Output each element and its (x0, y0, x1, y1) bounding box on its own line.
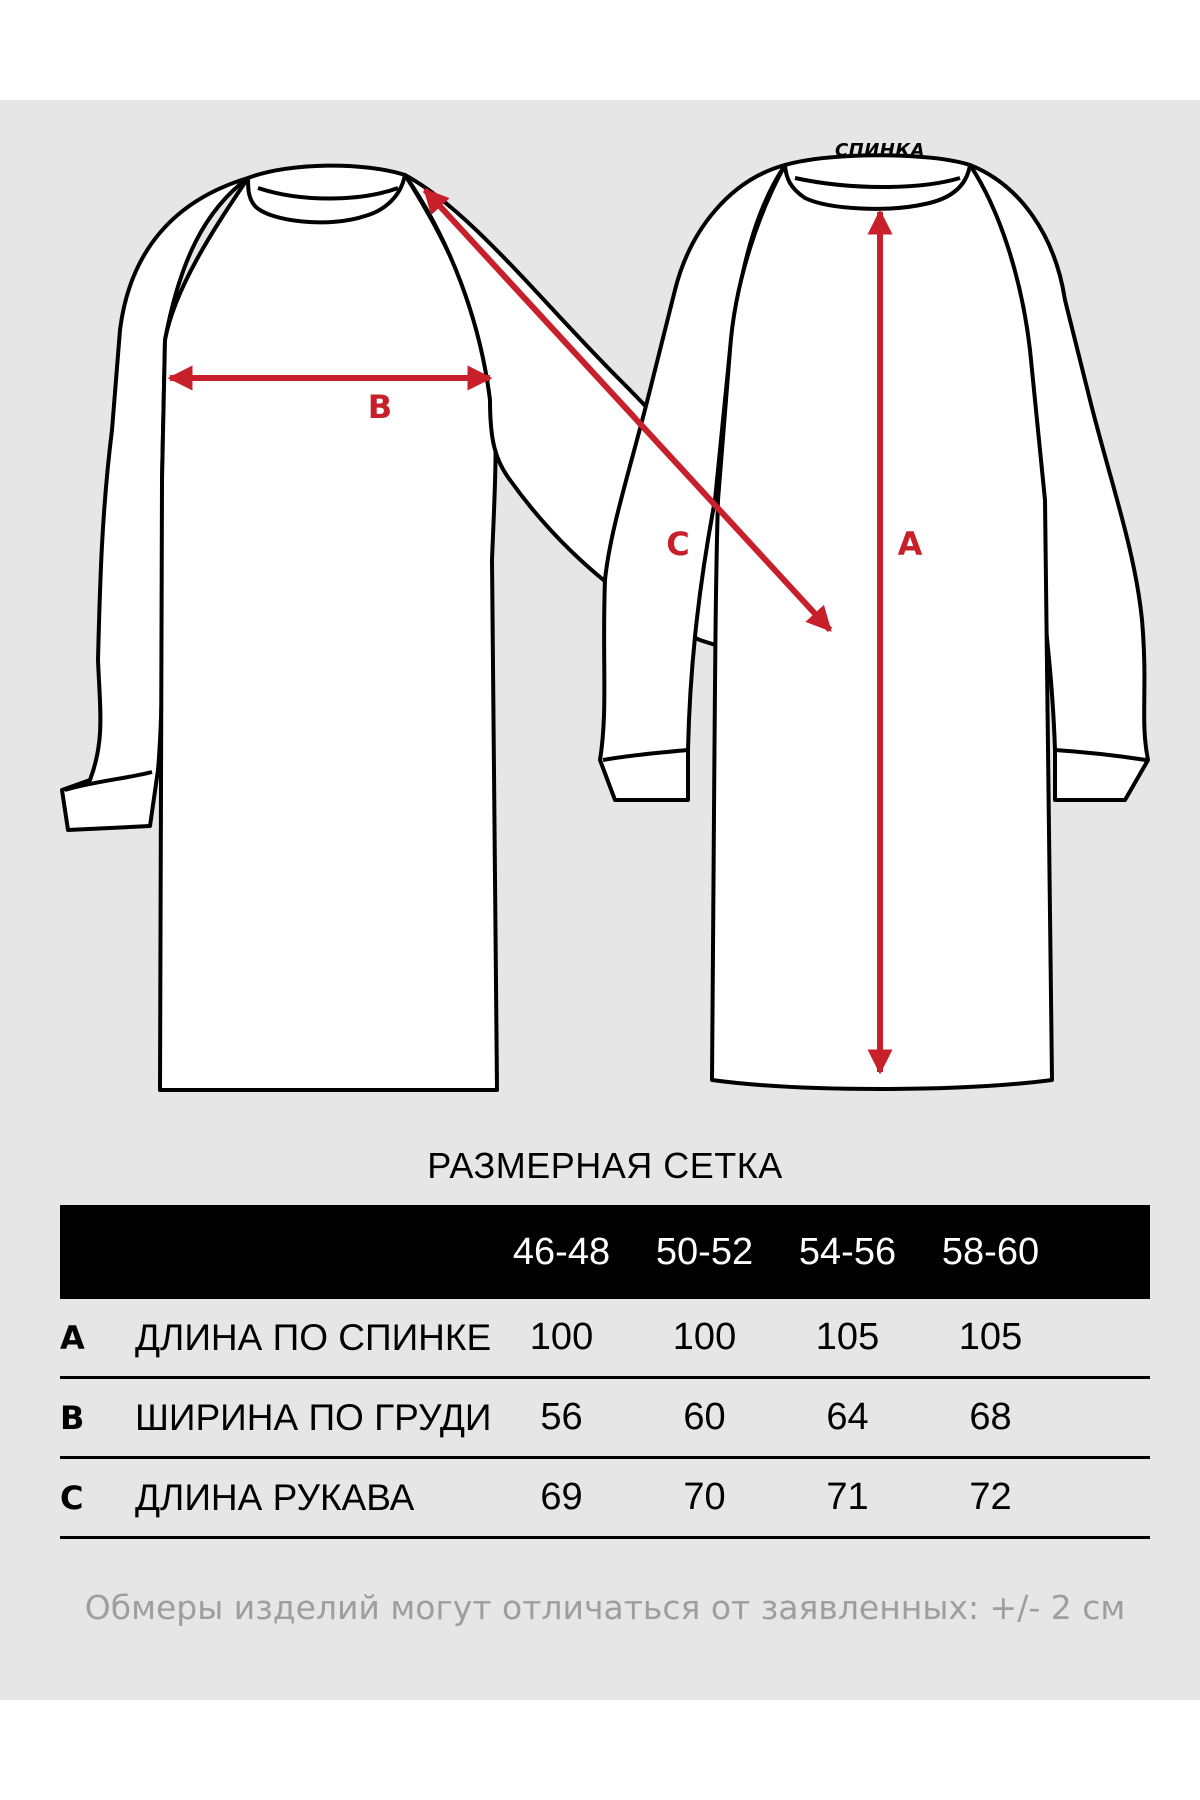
back-garment (600, 155, 1148, 1089)
size-table (60, 1205, 1150, 1539)
row-letter: B (60, 1398, 85, 1437)
table-cell: 105 (958, 1316, 1023, 1358)
measure-label-b: B (367, 388, 393, 426)
size-header: 58-60 (941, 1230, 1040, 1273)
table-cell: 68 (969, 1396, 1012, 1438)
table-cell: 100 (529, 1316, 594, 1358)
table-cell: 70 (683, 1476, 726, 1518)
table-row (60, 1459, 1150, 1539)
row-label: ШИРИНА ПО ГРУДИ (135, 1396, 492, 1438)
size-chart-panel (0, 100, 1200, 1700)
measure-label-c: C (666, 525, 690, 563)
table-cell: 56 (540, 1396, 583, 1438)
table-cell: 60 (683, 1396, 726, 1438)
row-letter: C (60, 1478, 84, 1517)
table-row (60, 1299, 1150, 1379)
garment-diagram (0, 100, 1200, 1220)
table-cell: 69 (540, 1476, 583, 1518)
front-body (160, 175, 497, 1090)
table-cell: 64 (826, 1396, 869, 1438)
size-header: 54-56 (798, 1230, 897, 1273)
table-cell: 71 (826, 1476, 869, 1518)
table-cell: 100 (672, 1316, 737, 1358)
back-view-label: СПИНКА (834, 140, 926, 161)
table-cell: 72 (969, 1476, 1012, 1518)
row-letter: A (60, 1318, 85, 1357)
tolerance-note: Обмеры изделий могут отличаться от заявленных: +/- 2 см (84, 1588, 1126, 1627)
measure-label-a: A (897, 525, 923, 563)
table-cell: 105 (815, 1316, 880, 1358)
table-title: РАЗМЕРНАЯ СЕТКА (427, 1145, 783, 1186)
row-label: ДЛИНА РУКАВА (135, 1476, 415, 1518)
size-header: 46-48 (512, 1230, 611, 1273)
row-label: ДЛИНА ПО СПИНКЕ (135, 1316, 492, 1358)
table-header-row (60, 1205, 1150, 1299)
table-row (60, 1379, 1150, 1459)
size-header: 50-52 (655, 1230, 754, 1273)
